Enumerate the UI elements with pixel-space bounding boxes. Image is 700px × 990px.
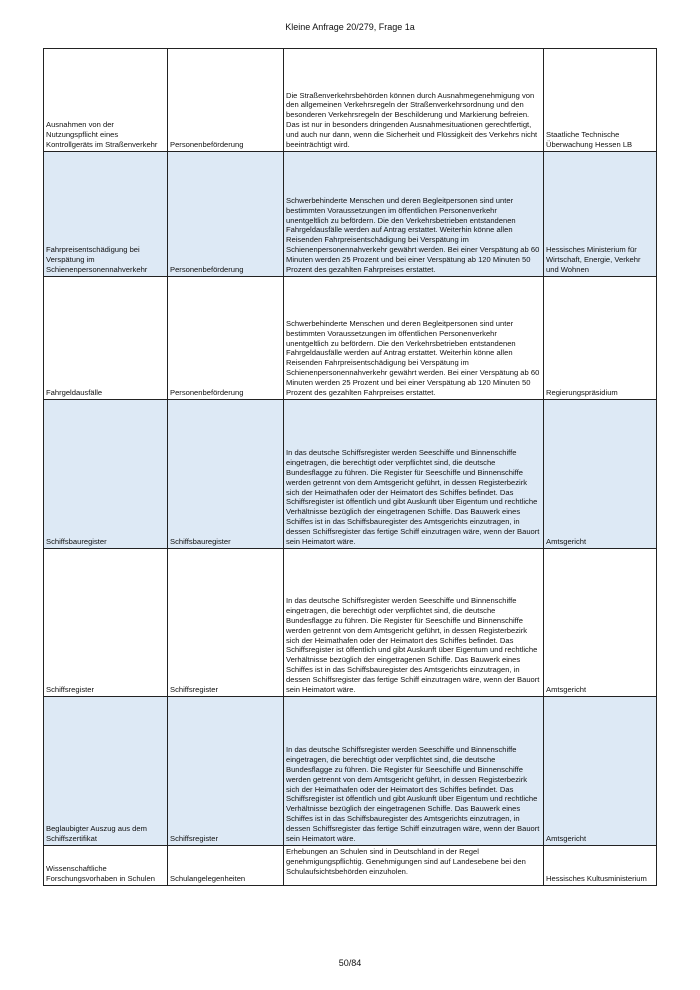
cell-beschreibung: In das deutsche Schiffsregister werden Seeschiffe und Binnenschiffe eingetragen, die berechtigt oder verpflichtet sind, die deutsche Bundesflagge zu führen. Die Register für Seeschiffe und Binnenschiffe werden getrennt von dem Amtsgericht geführt, in dessen Registerbezirk sich der Heimathafen oder der Heimatort des Schiffes befindet. Das Schiffsregister ist öffentlich und gibt Auskunft über Eigentum und rechtliche Verhältnisse bezüglich der eingetragenen Schiffe. Das Bauwerk eines Schiffes ist in das Schiffsbauregister des Amtsgerichts einzutragen, in dessen Schiffsregister das fertige Schiff einzutragen wäre, wenn der Bauort sein Heimatort wäre. xyxy=(284,697,544,846)
cell-leistung: Fahrgeldausfälle xyxy=(44,277,168,400)
cell-leistung: Fahrpreisentschädigung bei Verspätung im Schienenpersonennahverkehr xyxy=(44,152,168,277)
table-row xyxy=(44,846,657,886)
page-number: 50/84 xyxy=(338,958,362,968)
cell-zustaendig: Amtsgericht xyxy=(544,697,657,846)
cell-beschreibung: In das deutsche Schiffsregister werden Seeschiffe und Binnenschiffe eingetragen, die berechtigt oder verpflichtet sind, die deutsche Bundesflagge zu führen. Die Register für Seeschiffe und Binnenschiffe werden getrennt von dem Amtsgericht geführt, in dessen Registerbezirk sich der Heimathafen oder der Heimatort des Schiffes befindet. Das Schiffsregister ist öffentlich und gibt Auskunft über Eigentum und rechtliche Verhältnisse bezüglich der eingetragenen Schiffe. Das Bauwerk eines Schiffes ist in das Schiffsbauregister des Amtsgerichts einzutragen, in dessen Schiffsregister das fertige Schiff einzutragen wäre, wenn der Bauort sein Heimatort wäre. xyxy=(284,549,544,697)
cell-bereich: Schulangelegenheiten xyxy=(168,846,284,886)
cell-leistung: Schiffsbauregister xyxy=(44,400,168,549)
table-row xyxy=(44,697,657,846)
cell-bereich: Schiffsbauregister xyxy=(168,400,284,549)
cell-beschreibung: Erhebungen an Schulen sind in Deutschland in der Regel genehmigungspflichtig. Genehmigungen sind auf Landesebene bei den Schulaufsichtsbehörden einzuholen. xyxy=(284,846,544,886)
page-header: Kleine Anfrage 20/279, Frage 1a xyxy=(285,22,415,32)
cell-zustaendig: Staatliche Technische Überwachung Hessen LB xyxy=(544,49,657,152)
table-row xyxy=(44,549,657,697)
cell-leistung: Ausnahmen von der Nutzungspflicht eines Kontrollgeräts im Straßenverkehr xyxy=(44,49,168,152)
services-table xyxy=(43,48,657,886)
cell-leistung: Schiffsregister xyxy=(44,549,168,697)
cell-bereich: Schiffsregister xyxy=(168,697,284,846)
table-row xyxy=(44,152,657,277)
cell-leistung: Wissenschaftliche Forschungsvorhaben in Schulen xyxy=(44,846,168,886)
cell-beschreibung: Die Straßenverkehrsbehörden können durch Ausnahmegenehmigung von den allgemeinen Verkehrsregeln der Straßenverkehrsordnung und den besonderen Verkehrsregeln der Beschilderung und Markierung befreien. Das ist nur in besonders dringenden Ausnahmesituationen gerechtfertigt, und auch nur dann, wenn die Sicherheit und Flüssigkeit des Verkehrs nicht beeinträchtigt wird. xyxy=(284,49,544,152)
cell-bereich: Personenbeförderung xyxy=(168,277,284,400)
cell-bereich: Personenbeförderung xyxy=(168,152,284,277)
cell-beschreibung: Schwerbehinderte Menschen und deren Begleitpersonen sind unter bestimmten Voraussetzungen im öffentlichen Personenverkehr unentgeltlich zu befördern. Die den Verkehrsbetrieben entstandenen Fahrgeldausfälle werden auf Antrag erstattet. Weiterhin könne allen Reisenden Fahrpreisentschädigung bei Verspätung im Schienenpersonennahverkehr gewährt werden. Bei einer Verspätung ab 60 Minuten werden 25 Prozent und bei einer Verspätung ab 120 Minuten 50 Prozent des gezahlten Fahrpreises erstattet. xyxy=(284,152,544,277)
table-row xyxy=(44,277,657,400)
cell-zustaendig: Regierungspräsidium xyxy=(544,277,657,400)
cell-zustaendig: Hessisches Kultusministerium xyxy=(544,846,657,886)
cell-leistung: Beglaubigter Auszug aus dem Schiffszertifikat xyxy=(44,697,168,846)
cell-beschreibung: In das deutsche Schiffsregister werden Seeschiffe und Binnenschiffe eingetragen, die berechtigt oder verpflichtet sind, die deutsche Bundesflagge zu führen. Die Register für Seeschiffe und Binnenschiffe werden getrennt von dem Amtsgericht geführt, in dessen Registerbezirk sich der Heimathafen oder der Heimatort des Schiffes befindet. Das Schiffsregister ist öffentlich und gibt Auskunft über Eigentum und rechtliche Verhältnisse bezüglich der eingetragenen Schiffe. Das Bauwerk eines Schiffes ist in das Schiffsbauregister des Amtsgerichts einzutragen, in dessen Schiffsregister das fertige Schiff einzutragen wäre, wenn der Bauort sein Heimatort wäre. xyxy=(284,400,544,549)
table-row xyxy=(44,49,657,152)
cell-zustaendig: Hessisches Ministerium für Wirtschaft, Energie, Verkehr und Wohnen xyxy=(544,152,657,277)
table-row xyxy=(44,400,657,549)
cell-zustaendig: Amtsgericht xyxy=(544,549,657,697)
cell-beschreibung: Schwerbehinderte Menschen und deren Begleitpersonen sind unter bestimmten Voraussetzungen im öffentlichen Personenverkehr unentgeltlich zu befördern. Die den Verkehrsbetrieben entstandenen Fahrgeldausfälle werden auf Antrag erstattet. Weiterhin könne allen Reisenden Fahrpreisentschädigung bei Verspätung im Schienenpersonennahverkehr gewährt werden. Bei einer Verspätung ab 60 Minuten werden 25 Prozent und bei einer Verspätung ab 120 Minuten 50 Prozent des gezahlten Fahrpreises erstattet. xyxy=(284,277,544,400)
cell-zustaendig: Amtsgericht xyxy=(544,400,657,549)
cell-bereich: Schiffsregister xyxy=(168,549,284,697)
cell-bereich: Personenbeförderung xyxy=(168,49,284,152)
